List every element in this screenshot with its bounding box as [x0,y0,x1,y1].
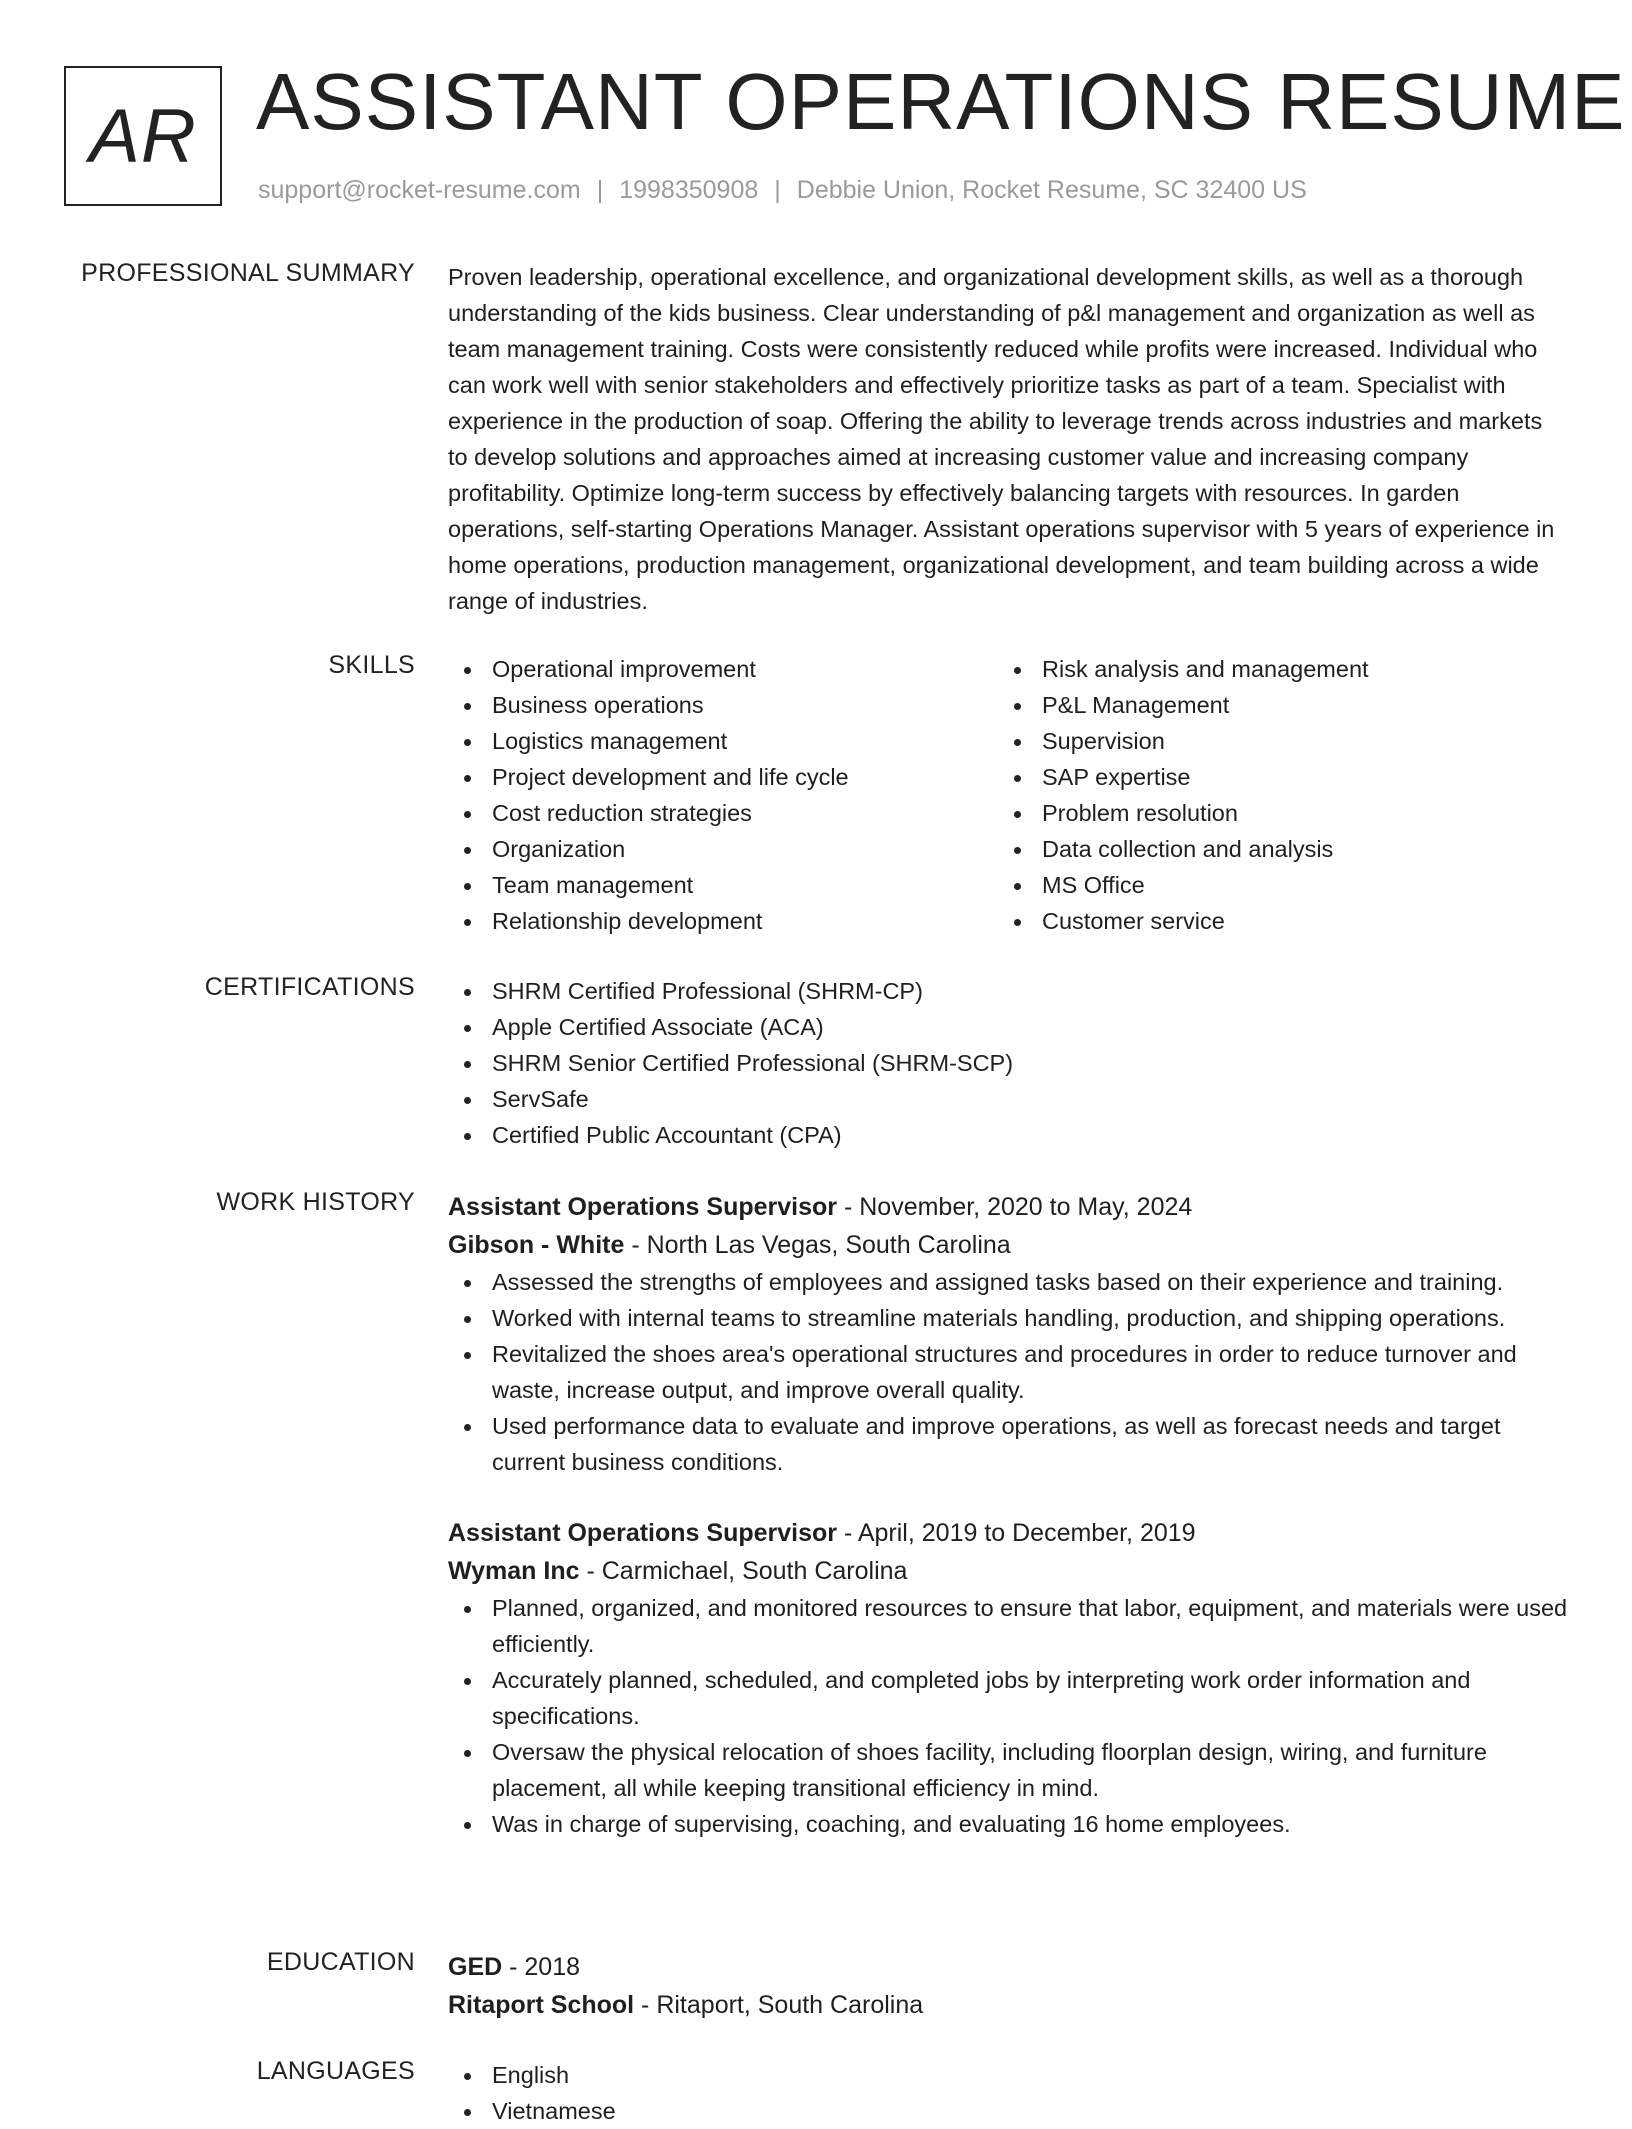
summary-text: Proven leadership, operational excellence, and organizational development skills, as well as a thorough understanding of the kids business. Clear understanding of p&l management and organization as well as team management training. Costs were consistently reduced while profits were increased. Individual who can work well with senior stakeholders and effectively prioritize tasks as part of a team. Specialist with experience in the production of soap. Offering the ability to leverage trends across industries and markets to develop solutions and approaches aimed at increasing customer value and increasing company profitability. Optimize long-term success by effectively balancing targets with resources. In garden operations, self-starting Operations Manager. Assistant operations supervisor with 5 years of experience in home operations, production management, organizational development, and team building across a wide range of industries. [448,264,1555,614]
skills-body [448,651,1568,939]
job-entry [448,1188,1568,1480]
job-company: Wyman Inc [448,1557,580,1585]
section-label-summary: PROFESSIONAL SUMMARY [81,259,415,287]
skill-item: Data collection and analysis [998,831,1548,867]
education-location: - Ritaport, South Carolina [634,1991,924,2019]
skill-item: Customer service [998,903,1548,939]
job-bullet: Was in charge of supervising, coaching, and evaluating 16 home employees. [448,1806,1568,1842]
work-history-body [448,1188,1568,1876]
contact-phone[interactable]: 1998350908 [619,176,759,204]
job-bullet: Oversaw the physical relocation of shoes facility, including floorplan design, wiring, and furniture placement, all while keeping transitional efficiency in mind. [448,1734,1568,1806]
education-degree-line [448,1948,1568,1986]
skill-item: Team management [448,867,998,903]
skill-item: Supervision [998,723,1548,759]
skill-item: P&L Management [998,687,1548,723]
job-title-line [448,1514,1568,1552]
contact-email[interactable]: support@rocket-resume.com [258,176,581,204]
job-bullet-list [448,1590,1568,1842]
contact-separator: | [774,176,781,204]
skill-item: Operational improvement [448,651,998,687]
section-label-languages: LANGUAGES [256,2057,415,2085]
language-item: Vietnamese [448,2093,1568,2129]
languages-body [448,2057,1568,2129]
monogram-logo [64,66,222,206]
job-location: - Carmichael, South Carolina [579,1557,908,1585]
job-dates: - November, 2020 to May, 2024 [837,1193,1193,1221]
job-bullet: Planned, organized, and monitored resources to ensure that labor, equipment, and materials were used efficiently. [448,1590,1568,1662]
section-label-education: EDUCATION [266,1948,415,1976]
job-dates: - April, 2019 to December, 2019 [837,1519,1196,1547]
job-bullet: Revitalized the shoes area's operational structures and procedures in order to reduce turnover and waste, increase output, and improve overall quality. [448,1336,1568,1408]
summary-body [448,259,1568,619]
certification-item: ServSafe [448,1081,1568,1117]
certification-item: Certified Public Accountant (CPA) [448,1117,1568,1153]
section-label-work-history: WORK HISTORY [216,1188,415,1216]
skill-item: SAP expertise [998,759,1548,795]
job-location: - North Las Vegas, South Carolina [624,1231,1011,1259]
skills-list-left [448,651,998,939]
job-entry [448,1514,1568,1842]
certification-item: Apple Certified Associate (ACA) [448,1009,1568,1045]
skill-item: Organization [448,831,998,867]
skills-list-right [998,651,1548,939]
job-company-line [448,1226,1568,1264]
contact-line [258,176,1307,205]
job-company: Gibson - White [448,1231,625,1259]
skill-item: Logistics management [448,723,998,759]
certification-item: SHRM Certified Professional (SHRM-CP) [448,973,1568,1009]
skill-item: Project development and life cycle [448,759,998,795]
skill-item: Relationship development [448,903,998,939]
skill-item: Risk analysis and management [998,651,1548,687]
skills-columns [448,651,1568,939]
education-school-line [448,1986,1568,2024]
education-year: - 2018 [502,1953,581,1981]
skill-item: Business operations [448,687,998,723]
skill-item: Cost reduction strategies [448,795,998,831]
job-company-line [448,1552,1568,1590]
job-bullet: Accurately planned, scheduled, and completed jobs by interpreting work order information and specifications. [448,1662,1568,1734]
job-bullet: Worked with internal teams to streamline materials handling, production, and shipping operations. [448,1300,1568,1336]
resume-title: ASSISTANT OPERATIONS RESUME [256,57,1626,146]
certifications-list [448,973,1568,1153]
languages-list [448,2057,1568,2129]
job-title-line [448,1188,1568,1226]
certifications-body [448,973,1568,1153]
education-school: Ritaport School [448,1991,635,2019]
job-title: Assistant Operations Supervisor [448,1519,838,1547]
education-degree: GED [448,1953,503,1981]
contact-separator: | [596,176,604,204]
skill-item: MS Office [998,867,1548,903]
section-label-skills: SKILLS [328,651,415,679]
job-title: Assistant Operations Supervisor [448,1193,838,1221]
education-body [448,1948,1568,2024]
contact-address: Debbie Union, Rocket Resume, SC 32400 US [796,176,1307,204]
job-bullet: Assessed the strengths of employees and assigned tasks based on their experience and training. [448,1264,1568,1300]
section-label-certifications: CERTIFICATIONS [204,973,415,1001]
certification-item: SHRM Senior Certified Professional (SHRM-SCP) [448,1045,1568,1081]
language-item: English [448,2057,1568,2093]
job-bullet-list [448,1264,1568,1480]
skill-item: Problem resolution [998,795,1548,831]
monogram-initials: AR [89,93,197,179]
job-bullet: Used performance data to evaluate and improve operations, as well as forecast needs and target current business conditions. [448,1408,1568,1480]
